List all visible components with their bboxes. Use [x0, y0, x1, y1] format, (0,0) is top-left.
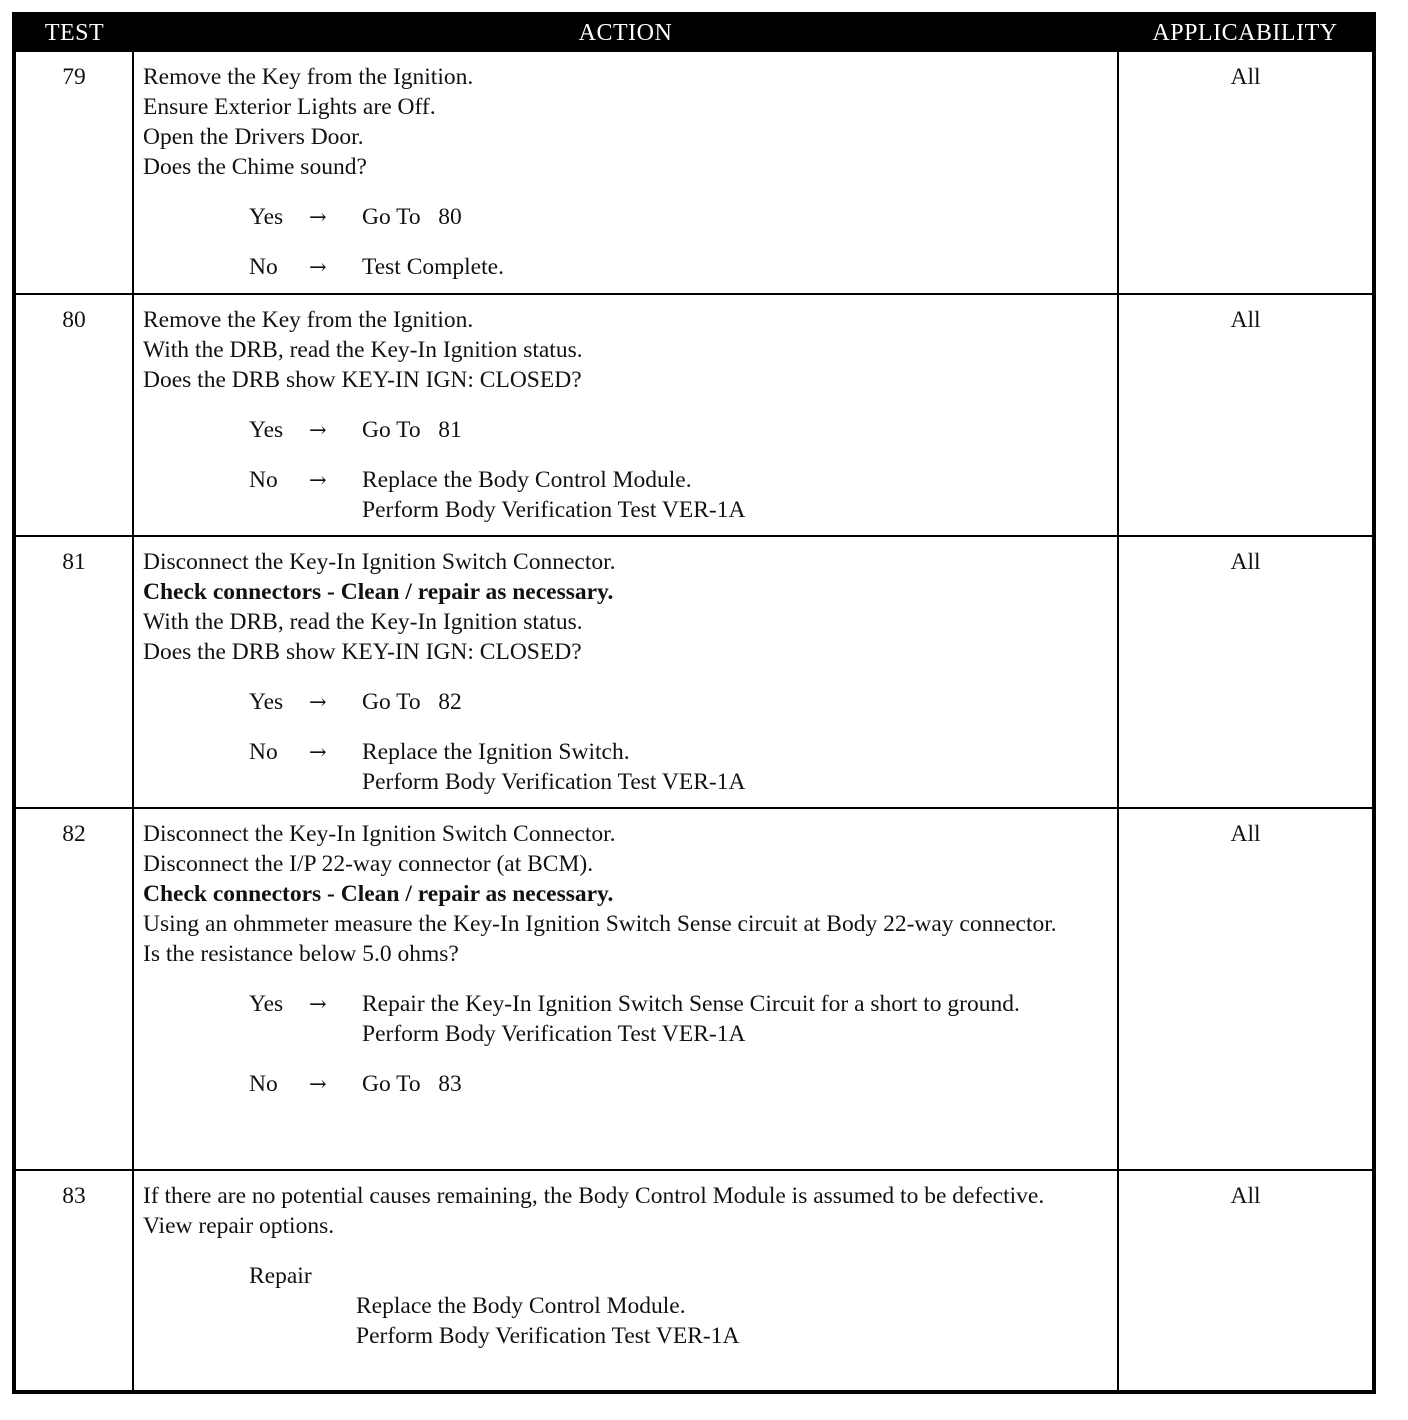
action-cell	[133, 294, 1118, 536]
test-number: 83	[14, 1170, 133, 1392]
applicability-value: All	[1118, 51, 1374, 294]
branch-result-line: Repair the Key-In Ignition Switch Sense Circuit for a short to ground.	[362, 991, 1020, 1017]
action-line: Open the Drivers Door.	[143, 124, 364, 150]
test-number: 80	[14, 294, 133, 536]
action-line: Disconnect the I/P 22-way connector (at BCM).	[143, 851, 594, 877]
branch-label: No	[249, 739, 278, 765]
branch-label: No	[249, 1071, 278, 1097]
arrow-right-icon: →	[309, 690, 327, 714]
branch-result	[362, 737, 1109, 797]
branch-result-line: Perform Body Verification Test VER-1A	[362, 769, 746, 795]
test-number: 82	[14, 808, 133, 1170]
action-line-bold: Check connectors - Clean / repair as necessary.	[143, 579, 614, 605]
applicability-value: All	[1118, 808, 1374, 1170]
repair-options	[143, 1261, 1109, 1351]
arrow-right-icon: →	[309, 740, 327, 764]
arrow-right-icon: →	[309, 418, 327, 442]
action-line-bold: Check connectors - Clean / repair as necessary.	[143, 881, 614, 907]
header-test: TEST	[14, 14, 133, 51]
branch-result-line: Replace the Body Control Module.	[362, 467, 692, 493]
action-line: Is the resistance below 5.0 ohms?	[143, 941, 459, 967]
branch-result	[362, 415, 1109, 445]
branch-result	[362, 989, 1109, 1049]
branch-label: Yes	[249, 417, 284, 443]
action-line: Remove the Key from the Ignition.	[143, 307, 474, 333]
arrow-right-icon: →	[309, 255, 327, 279]
test-row-82	[14, 808, 1374, 1170]
action-line: Remove the Key from the Ignition.	[143, 64, 474, 90]
test-row-83	[14, 1170, 1374, 1392]
repair-steps	[356, 1291, 1109, 1351]
branch-yes	[143, 687, 1109, 717]
action-line: Disconnect the Key-In Ignition Switch Connector.	[143, 821, 616, 847]
branch-list	[143, 989, 1109, 1099]
branch-no	[143, 737, 1109, 797]
branch-result-line: Replace the Ignition Switch.	[362, 739, 630, 765]
action-line: With the DRB, read the Key-In Ignition status.	[143, 609, 583, 635]
branch-label: Yes	[249, 689, 284, 715]
repair-label: Repair	[249, 1263, 312, 1289]
branch-yes	[143, 202, 1109, 232]
branch-yes	[143, 989, 1109, 1049]
action-cell	[133, 51, 1118, 294]
branch-result-line: Go To 81	[362, 417, 462, 443]
branch-result	[362, 202, 1109, 232]
action-cell	[133, 1170, 1118, 1392]
action-line: With the DRB, read the Key-In Ignition status.	[143, 337, 583, 363]
branch-list	[143, 415, 1109, 525]
applicability-value: All	[1118, 1170, 1374, 1392]
branch-list	[143, 202, 1109, 282]
test-row-80	[14, 294, 1374, 536]
branch-result	[362, 465, 1109, 525]
branch-no	[143, 252, 1109, 282]
action-line: Does the Chime sound?	[143, 154, 367, 180]
branch-no	[143, 465, 1109, 525]
action-line: Does the DRB show KEY-IN IGN: CLOSED?	[143, 367, 582, 393]
action-cell	[133, 536, 1118, 808]
test-number: 81	[14, 536, 133, 808]
branch-result	[362, 1069, 1109, 1099]
arrow-right-icon: →	[309, 992, 327, 1016]
action-line: Ensure Exterior Lights are Off.	[143, 94, 436, 120]
arrow-right-icon: →	[309, 1072, 327, 1096]
action-line: If there are no potential causes remaining, the Body Control Module is assumed to be defective.	[143, 1183, 1045, 1209]
branch-result-line: Go To 80	[362, 204, 462, 230]
table-header-row	[14, 14, 1374, 51]
branch-result-line: Go To 83	[362, 1071, 462, 1097]
applicability-value: All	[1118, 536, 1374, 808]
branch-label: Yes	[249, 204, 284, 230]
action-line: Using an ohmmeter measure the Key-In Ignition Switch Sense circuit at Body 22-way connector.	[143, 911, 1057, 937]
header-applicability: APPLICABILITY	[1118, 14, 1374, 51]
header-action: ACTION	[133, 14, 1118, 51]
branch-result	[362, 252, 1109, 282]
branch-result-line: Perform Body Verification Test VER-1A	[362, 1021, 746, 1047]
branch-result-line: Test Complete.	[362, 254, 504, 280]
applicability-value: All	[1118, 294, 1374, 536]
branch-result-line: Go To 82	[362, 689, 462, 715]
test-number: 79	[14, 51, 133, 294]
branch-list	[143, 687, 1109, 797]
diagnostic-test-table	[12, 12, 1376, 1394]
arrow-right-icon: →	[309, 468, 327, 492]
branch-result-line: Perform Body Verification Test VER-1A	[362, 497, 746, 523]
action-line: Does the DRB show KEY-IN IGN: CLOSED?	[143, 639, 582, 665]
branch-label: No	[249, 467, 278, 493]
test-row-79	[14, 51, 1374, 294]
branch-label: Yes	[249, 991, 284, 1017]
test-row-81	[14, 536, 1374, 808]
branch-yes	[143, 415, 1109, 445]
branch-no	[143, 1069, 1109, 1099]
branch-result	[362, 687, 1109, 717]
repair-step: Replace the Body Control Module.	[356, 1293, 686, 1319]
action-line: View repair options.	[143, 1213, 335, 1239]
repair-step: Perform Body Verification Test VER-1A	[356, 1323, 740, 1349]
action-line: Disconnect the Key-In Ignition Switch Connector.	[143, 549, 616, 575]
action-cell	[133, 808, 1118, 1170]
arrow-right-icon: →	[309, 205, 327, 229]
branch-label: No	[249, 254, 278, 280]
